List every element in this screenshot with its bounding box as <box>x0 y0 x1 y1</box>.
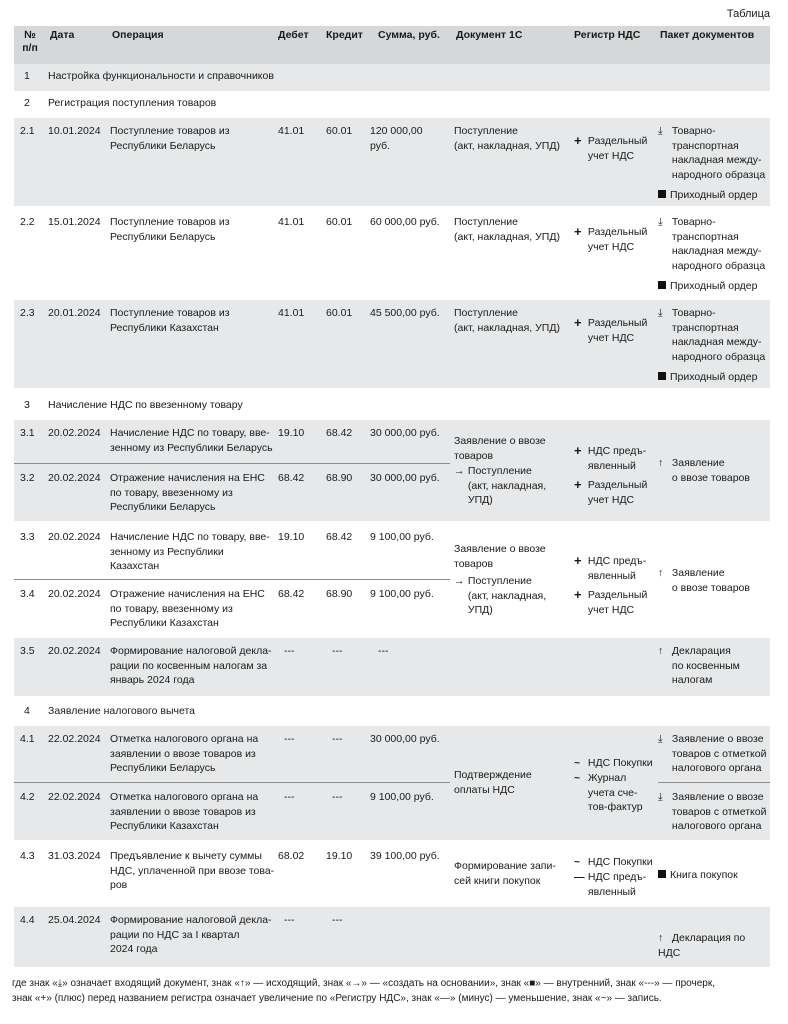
package-label: Приходный ордер <box>670 371 758 383</box>
header-credit: Кредит <box>326 29 363 41</box>
package-entry <box>658 868 738 883</box>
register-label: НДС предъ- явленный <box>587 445 647 472</box>
section-title: Регистрация поступления товаров <box>48 97 217 109</box>
incoming-document-icon: ⤓ <box>658 307 663 319</box>
row-sum: 39 100,00 руб. <box>370 850 440 862</box>
register-entry <box>574 134 647 163</box>
table-row <box>14 907 770 967</box>
record-icon: ~ <box>574 757 581 769</box>
row-debit: 68.02 <box>278 850 305 862</box>
table-row <box>14 300 770 388</box>
package-entry <box>658 215 765 273</box>
row-debit: --- <box>284 914 295 926</box>
legend-line: где знак «⤓» означает входящий документ, знак «↑» — исходящий, знак «→» — «создать на основании», знак «■» — внутренний, знак «---» — прочерк, <box>12 978 715 989</box>
header-register: Регистр НДС <box>574 29 641 41</box>
row-sum: 9 100,00 руб. <box>370 531 434 543</box>
row-sum: 120 000,00 руб. <box>370 125 423 152</box>
row-num: 2.1 <box>20 125 35 137</box>
row-sum: 30 000,00 руб. <box>370 472 440 484</box>
row-num: 3.5 <box>20 645 35 657</box>
table-row <box>14 638 770 696</box>
package-label: Декларация по косвенным налогам <box>671 645 740 686</box>
register-label: Раздельный учет НДС <box>587 317 648 344</box>
register-entry <box>574 870 646 899</box>
row-date: 20.02.2024 <box>48 645 101 657</box>
row-num: 2.3 <box>20 307 35 319</box>
table-caption: Таблица <box>726 8 770 20</box>
row-debit: 68.42 <box>278 588 305 600</box>
row-credit: 60.01 <box>326 216 353 228</box>
package-entry <box>658 306 765 364</box>
table-row <box>14 843 770 903</box>
row-num: 3.3 <box>20 531 35 543</box>
package-entry <box>658 732 766 776</box>
package-label: Заявление о ввозе товаров с отметкой налогового органа <box>671 791 767 832</box>
section-title: Начисление НДС по ввезенному товару <box>48 399 243 411</box>
document-label: Поступление (акт, накладная, УПД) <box>467 465 547 506</box>
package-entry <box>658 931 770 960</box>
row-num: 4.4 <box>20 914 35 926</box>
package-label: Декларация по НДС <box>658 932 746 959</box>
row-operation: Отметка налогового органа на заявлении о ввозе товаров из Республики Казахстан <box>110 791 259 832</box>
package-entry <box>658 566 750 595</box>
package-label: Заявление о ввозе товаров <box>671 567 750 594</box>
row-date: 20.02.2024 <box>48 472 101 484</box>
row-credit: 68.42 <box>326 427 353 439</box>
table-row <box>14 209 770 297</box>
row-credit: --- <box>332 791 343 803</box>
section-num: 2 <box>24 97 30 109</box>
row-operation: Поступление товаров из Республики Казахстан <box>110 307 230 334</box>
register-entry <box>574 554 646 583</box>
row-debit: 19.10 <box>278 531 305 543</box>
row-credit: 60.01 <box>326 307 353 319</box>
row-debit: --- <box>284 733 295 745</box>
header-num: № п/п <box>22 29 38 54</box>
row-credit: --- <box>332 733 343 745</box>
register-label: Журнал учета сче- тов-фактур <box>587 772 643 813</box>
row-document: Формирование запи- сей книги покупок <box>454 860 556 887</box>
header-document: Документ 1С <box>456 29 523 41</box>
row-date: 15.01.2024 <box>48 216 101 228</box>
row-num: 3.1 <box>20 427 35 439</box>
row-sum: --- <box>378 645 389 657</box>
register-entry <box>574 588 647 617</box>
register-entry <box>574 771 643 815</box>
outgoing-document-icon: ↑ <box>658 457 664 469</box>
table-header <box>14 26 770 64</box>
plus-icon: + <box>574 315 582 330</box>
row-operation: Начисление НДС по товару, вве- зенному из Республики Беларусь <box>110 427 273 454</box>
package-entry <box>658 370 758 385</box>
outgoing-document-icon: ↑ <box>658 645 664 657</box>
header-operation: Операция <box>112 29 164 41</box>
row-document: Подтверждение оплаты НДС <box>454 769 532 796</box>
register-label: НДС предъ- явленный <box>587 555 647 582</box>
row-date: 20.01.2024 <box>48 307 101 319</box>
header-debit: Дебет <box>278 29 309 41</box>
row-document: Заявление о ввозе товаров <box>454 435 546 462</box>
row-sum: 30 000,00 руб. <box>370 427 440 439</box>
section-row-2 <box>14 91 770 118</box>
row-num: 4.3 <box>20 850 35 862</box>
document-label: Поступление (акт, накладная, УПД) <box>467 575 547 616</box>
legend-footnote <box>12 976 782 1006</box>
row-operation: Поступление товаров из Республики Беларусь <box>110 216 230 243</box>
row-num: 2.2 <box>20 216 35 228</box>
package-label: Товарно- транспортная накладная между- народного образца <box>671 307 766 363</box>
row-sum: 30 000,00 руб. <box>370 733 440 745</box>
section-num: 3 <box>24 399 30 411</box>
register-label: НДС предъ- явленный <box>587 871 647 898</box>
register-label: Раздельный учет НДС <box>587 135 648 162</box>
header-date: Дата <box>50 29 75 41</box>
section-row-3 <box>14 393 770 420</box>
row-group <box>14 524 770 634</box>
header-sum: Сумма, руб. <box>378 29 440 41</box>
row-operation: Отметка налогового органа на заявлении о ввозе товаров из Республики Беларусь <box>110 733 259 774</box>
row-credit: --- <box>332 914 343 926</box>
package-label: Заявление о ввозе товаров с отметкой налогового органа <box>671 733 767 774</box>
row-credit: --- <box>332 645 343 657</box>
row-document: Поступление (акт, накладная, УПД) <box>454 216 560 243</box>
plus-icon: + <box>574 133 582 148</box>
register-entry <box>574 444 646 473</box>
row-group <box>14 726 770 840</box>
plus-icon: + <box>574 477 582 492</box>
row-date: 22.02.2024 <box>48 733 101 745</box>
section-num: 4 <box>24 705 30 717</box>
register-entry <box>574 855 653 870</box>
row-sum: 45 500,00 руб. <box>370 307 440 319</box>
register-entry <box>574 316 647 345</box>
row-operation: Поступление товаров из Республики Беларусь <box>110 125 230 152</box>
register-entry <box>574 225 647 254</box>
package-label: Товарно- транспортная накладная между- народного образца <box>671 125 766 181</box>
internal-document-icon <box>658 281 666 289</box>
row-debit: 68.42 <box>278 472 305 484</box>
register-label: Раздельный учет НДС <box>587 589 648 616</box>
plus-icon: + <box>574 443 582 458</box>
package-entry <box>658 279 758 294</box>
package-label: Товарно- транспортная накладная между- народного образца <box>671 216 766 272</box>
minus-icon: — <box>574 871 585 883</box>
row-divider <box>14 782 450 783</box>
legend-line: знак «+» (плюс) перед названием регистра означает увеличение по «Регистру НДС», знак «—» (минус) — уменьшение, знак «~» — запись. <box>12 993 662 1004</box>
row-date: 22.02.2024 <box>48 791 101 803</box>
row-group <box>14 420 770 521</box>
row-date: 10.01.2024 <box>48 125 101 137</box>
row-sum: 60 000,00 руб. <box>370 216 440 228</box>
internal-document-icon <box>658 870 666 878</box>
row-date: 20.02.2024 <box>48 531 101 543</box>
row-sum: 9 100,00 руб. <box>370 791 434 803</box>
row-num: 3.2 <box>20 472 35 484</box>
plus-icon: + <box>574 553 582 568</box>
row-divider <box>14 579 450 580</box>
row-operation: Формирование налоговой деклa- рации по косвенным налогам за январь 2024 года <box>110 645 272 686</box>
section-row-1 <box>14 64 770 91</box>
create-based-on-icon: → <box>454 465 465 477</box>
row-num: 4.2 <box>20 791 35 803</box>
package-entry <box>658 790 766 834</box>
incoming-document-icon: ⤓ <box>658 125 663 137</box>
package-label: Заявление о ввозе товаров <box>671 457 750 484</box>
outgoing-document-icon: ↑ <box>658 932 664 944</box>
package-entry <box>658 644 740 688</box>
register-entry <box>574 478 647 507</box>
create-based-on-icon: → <box>454 575 465 587</box>
register-entry <box>574 756 653 771</box>
row-divider <box>658 782 770 783</box>
internal-document-icon <box>658 372 666 380</box>
row-credit: 68.42 <box>326 531 353 543</box>
row-document: Поступление (акт, накладная, УПД) <box>454 307 560 334</box>
row-credit: 68.90 <box>326 588 353 600</box>
header-package: Пакет документов <box>660 29 755 41</box>
row-document: Поступление (акт, накладная, УПД) <box>454 125 560 152</box>
row-debit: 41.01 <box>278 125 305 137</box>
row-credit: 19.10 <box>326 850 353 862</box>
internal-document-icon <box>658 190 666 198</box>
row-date: 20.02.2024 <box>48 588 101 600</box>
section-title: Заявление налогового вычета <box>48 705 196 717</box>
register-label: НДС Покупки <box>587 757 653 769</box>
row-date: 20.02.2024 <box>48 427 101 439</box>
row-operation: Отражение начисления на ЕНС по товару, ввезенному из Республики Казахстан <box>110 588 265 629</box>
package-label: Приходный ордер <box>670 189 758 201</box>
row-num: 3.4 <box>20 588 35 600</box>
package-label: Книга покупок <box>670 869 738 881</box>
section-title: Настройка функциональности и справочников <box>48 70 274 82</box>
record-icon: ~ <box>574 856 581 868</box>
row-debit: 41.01 <box>278 307 305 319</box>
row-debit: --- <box>284 791 295 803</box>
row-sum: 9 100,00 руб. <box>370 588 434 600</box>
section-row-4 <box>14 699 770 726</box>
plus-icon: + <box>574 224 582 239</box>
table-row <box>14 118 770 206</box>
register-label: НДС Покупки <box>587 856 653 868</box>
package-entry <box>658 456 750 485</box>
incoming-document-icon: ⤓ <box>658 791 663 803</box>
row-operation: Начисление НДС по товару, вве- зенному из Республики Казахстан <box>110 531 270 572</box>
plus-icon: + <box>574 587 582 602</box>
document-link <box>454 464 546 508</box>
row-num: 4.1 <box>20 733 35 745</box>
record-icon: ~ <box>574 772 581 784</box>
row-divider <box>14 463 450 464</box>
outgoing-document-icon: ↑ <box>658 567 664 579</box>
document-link <box>454 574 546 618</box>
incoming-document-icon: ⤓ <box>658 216 663 228</box>
package-entry <box>658 188 758 203</box>
incoming-document-icon: ⤓ <box>658 733 663 745</box>
row-debit: 41.01 <box>278 216 305 228</box>
row-operation: Предъявление к вычету суммы НДС, уплаченной при ввозе това- ров <box>110 850 275 891</box>
register-label: Раздельный учет НДС <box>587 479 648 506</box>
register-label: Раздельный учет НДС <box>587 226 648 253</box>
row-document: Заявление о ввозе товаров <box>454 543 546 570</box>
row-credit: 60.01 <box>326 125 353 137</box>
package-entry <box>658 124 765 182</box>
section-num: 1 <box>24 70 30 82</box>
row-date: 25.04.2024 <box>48 914 101 926</box>
row-operation: Отражение начисления на ЕНС по товару, ввезенному из Республики Беларусь <box>110 472 265 513</box>
package-label: Приходный ордер <box>670 280 758 292</box>
row-debit: --- <box>284 645 295 657</box>
row-credit: 68.90 <box>326 472 353 484</box>
row-operation: Формирование налоговой декла- рации по НДС за I квартал 2024 года <box>110 914 272 955</box>
row-date: 31.03.2024 <box>48 850 101 862</box>
row-debit: 19.10 <box>278 427 305 439</box>
